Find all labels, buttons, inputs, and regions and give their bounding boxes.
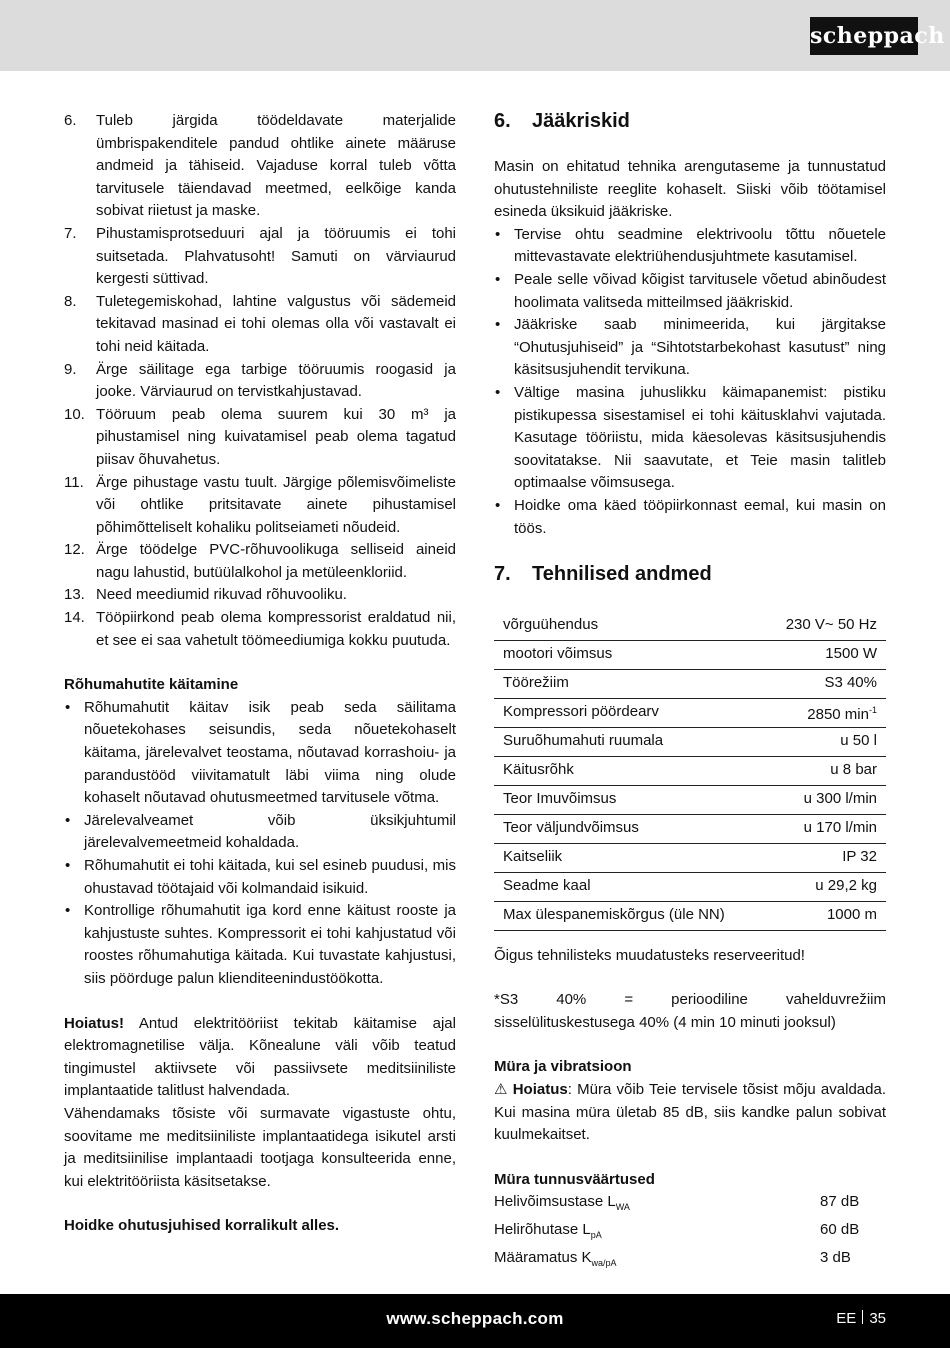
list-item: • Jääkriske saab minimeerida, kui järgitakse “Ohutusjuhiseid” ja “Sihtotstarbekohast kasutust” ning käsitsusjuhendit tervikuna. bbox=[495, 316, 886, 379]
table-row: Max ülespanemiskõrgus (üle NN) 1000 m bbox=[494, 901, 886, 930]
list-item: • Vältige masina juhuslikku käimapanemist: pistiku pistikupessa sisestamisel ei tohi käitusklahvi vajutada. Kasutage tööriistu, mida käesolevas käsitsusjuhendis soovitatakse. Nii saavutate, et Teie masin talitleb optimaalse võimsusega. bbox=[495, 383, 886, 492]
list-item: • Rõhumahutit käitav isik peab seda säilitama nõuetekohases seisundis, seda nõuetekohaselt käitama, järelevalvet teostama, nõutavad korrashoiu- ja parandustööd viivitamatult läbi viima ning olude kohaselt nõutavad ohutusmeetmed tarvitusele võtma. bbox=[65, 698, 456, 807]
s3-footnote: *S3 40% = perioodiline vahelduvrežiim sisselülituskestusega 40% (4 min 10 minuti jooksul) bbox=[494, 991, 886, 1031]
keep-instructions-note: Hoidke ohutusjuhised korralikult alles. bbox=[64, 1217, 340, 1235]
scheppach-logo: scheppach bbox=[810, 17, 918, 55]
noise-value-row: Määramatus $K_{wa/pA}$ 3 dB bbox=[494, 1248, 851, 1268]
divider bbox=[862, 1310, 863, 1324]
left-column bbox=[64, 110, 456, 1238]
list-item: 11. Ärge pihustage vastu tuult. Järgige põlemisvõimeliste või ohtlike pritsitavate ainete pihustamisel põhimõtteliselt kohaliku politseiameti nõudeid. bbox=[64, 473, 456, 536]
list-item: 13. Need meediumid rikuvad rõhuvooliku. bbox=[64, 586, 347, 604]
list-item: 6. Tuleb järgida töödeldavate materjalide ümbrispakenditele pandud ohtlike ainete määruse andmeid ja tähiseid. Vajaduse korral tuleb võtta tarvitusele täiendavad meetmed, eelkõige kanda sobivat riietust ja maske. bbox=[64, 112, 456, 220]
emf-warning: Hoiatus! Antud elektritööriist tekitab käitamise ajal elektromagnetilise välja. Kõnealune väli võib teatud tingimustel aktiivsete või passiivsete meditsiiniliste implantaatide talitlust halvendada. bbox=[64, 1014, 456, 1100]
reserve-note: Õigus tehnilisteks muudatusteks reserveeritud! bbox=[494, 946, 805, 964]
list-item: • Hoidke oma käed tööpiirkonnast eemal, kui masin on töös. bbox=[495, 496, 886, 537]
footer-website-link[interactable]: www.scheppach.com bbox=[386, 1309, 564, 1328]
noise-heading: Müra ja vibratsioon bbox=[494, 1058, 632, 1076]
list-item: 10. Tööruum peab olema suurem kui 30 m³ ja pihustamisel ning kuivatamisel peab olema tagatud piisav õhuvahetus. bbox=[64, 405, 456, 468]
table-row: Teor väljundvõimsus u 170 l/min bbox=[494, 814, 886, 843]
table-row: Kompressori pöördearv 2850 $\min^{-1}$ bbox=[494, 698, 886, 727]
table-row: Seadme kaal u 29,2 kg bbox=[494, 872, 886, 901]
table-row: Teor Imuvõimsus u 300 l/min bbox=[494, 785, 886, 814]
header-band bbox=[0, 0, 950, 71]
pressure-vessel-bullets bbox=[64, 697, 456, 991]
section-6-intro: Masin on ehitatud tehnika arengutaseme ja tunnustatud ohutustehniliste reeglite kohaselt. Siiski võib töötamisel esineda üksikuid jääkriske. bbox=[494, 158, 886, 221]
right-column bbox=[494, 108, 886, 1274]
section-6-title: 6. Jääkriskid bbox=[494, 110, 630, 132]
table-row: mootori võimsus 1500 W bbox=[494, 640, 886, 669]
table-row: Töörežiim S3 40% bbox=[494, 669, 886, 698]
noise-value-row: Helivõimsustase $L_{WA}$ 87 dB bbox=[494, 1193, 860, 1213]
list-item: • Rõhumahutit ei tohi käitada, kui sel esineb puudusi, mis ohustavad töötajaid või kolmandaid isikuid. bbox=[65, 857, 456, 897]
section-7-title: 7. Tehnilised andmed bbox=[494, 563, 712, 586]
list-item: • Peale selle võivad kõigist tarvitusele võetud abinõudest hoolimata valitseda mitteilmsed jääkriskid. bbox=[495, 270, 886, 311]
residual-risk-bullets bbox=[494, 224, 886, 540]
table-row: Käitusrõhk u 8 bar bbox=[494, 756, 886, 785]
list-item: • Tervise ohtu seadmine elektrivoolu tõttu nõuetele mittevastavate elektriühendusjuhtmete kasutamisel. bbox=[495, 225, 886, 266]
noise-value-row: Helirõhutase $L_{pA}$ 60 dB bbox=[494, 1220, 860, 1240]
noise-values-heading: Müra tunnusväärtused bbox=[494, 1170, 655, 1188]
footer-band bbox=[0, 1294, 950, 1348]
table-row: Suruõhumahuti ruumala u 50 l bbox=[494, 727, 886, 756]
list-item: 9. Ärge säilitage ega tarbige tööruumis roogasid ja jooke. Värviaurud on tervistkahjustavad. bbox=[64, 360, 456, 401]
table-row: võrguühendus 230 V~ 50 Hz bbox=[494, 611, 886, 640]
noise-warning: ⚠ Hoiatus: Müra võib Teie tervisele tõsist mõju avaldada. Kui masina müra ületab 85 dB, siis kandke palun sobivat kuulmekaitset. bbox=[494, 1080, 886, 1144]
warning-triangle-icon: ⚠ bbox=[494, 1080, 508, 1098]
list-item: 12. Ärge töödelge PVC-rõhuvoolikuga selliseid aineid nagu lahustid, butüülalkohol ja metüleenkloriid. bbox=[64, 541, 456, 581]
safety-numbered-list bbox=[64, 110, 456, 652]
pressure-vessel-heading: Rõhumahutite käitamine bbox=[64, 676, 239, 694]
technical-data-table bbox=[494, 611, 886, 931]
emf-warning-advice: Vähendamaks tõsiste või surmavate vigastuste ohtu, soovitame me meditsiiniliste implantaatidega isikutel arsti ja meditsiinilise implantaadi tootjaga konsulteerida enne, kui elektritööriista käsitsetakse. bbox=[64, 1104, 456, 1190]
footer-page-info: EE 35 bbox=[836, 1310, 886, 1327]
table-row: Kaitseliik IP 32 bbox=[494, 843, 886, 872]
list-item: 8. Tuletegemiskohad, lahtine valgustus või sädemeid tekitavad masinad ei tohi olemas olla või vastavalt ei tohi neid käitada. bbox=[64, 292, 456, 355]
list-item: 7. Pihustamisprotseduuri ajal ja tööruumis ei tohi suitsetada. Plahvatusoht! Samuti on värviaurud kergesti süttivad. bbox=[64, 224, 456, 288]
list-item: 14. Tööpiirkond peab olema kompressorist eraldatud nii, et see ei saa vahetult töömeediumiga kokku puutuda. bbox=[64, 609, 456, 649]
list-item: • Järelevalveamet võib üksikjuhtumil järelevalvemeetmeid kohaldada. bbox=[65, 811, 456, 852]
list-item: • Kontrollige rõhumahutit iga kord enne käitust rooste ja kahjustuste suhtes. Kompressorit ei tohi kahjustatud või roostes rõhumahutiga käitada. Kui tuvastate kahjustusi, siis pöörduge palun klienditeenindustöökotta. bbox=[65, 902, 456, 987]
